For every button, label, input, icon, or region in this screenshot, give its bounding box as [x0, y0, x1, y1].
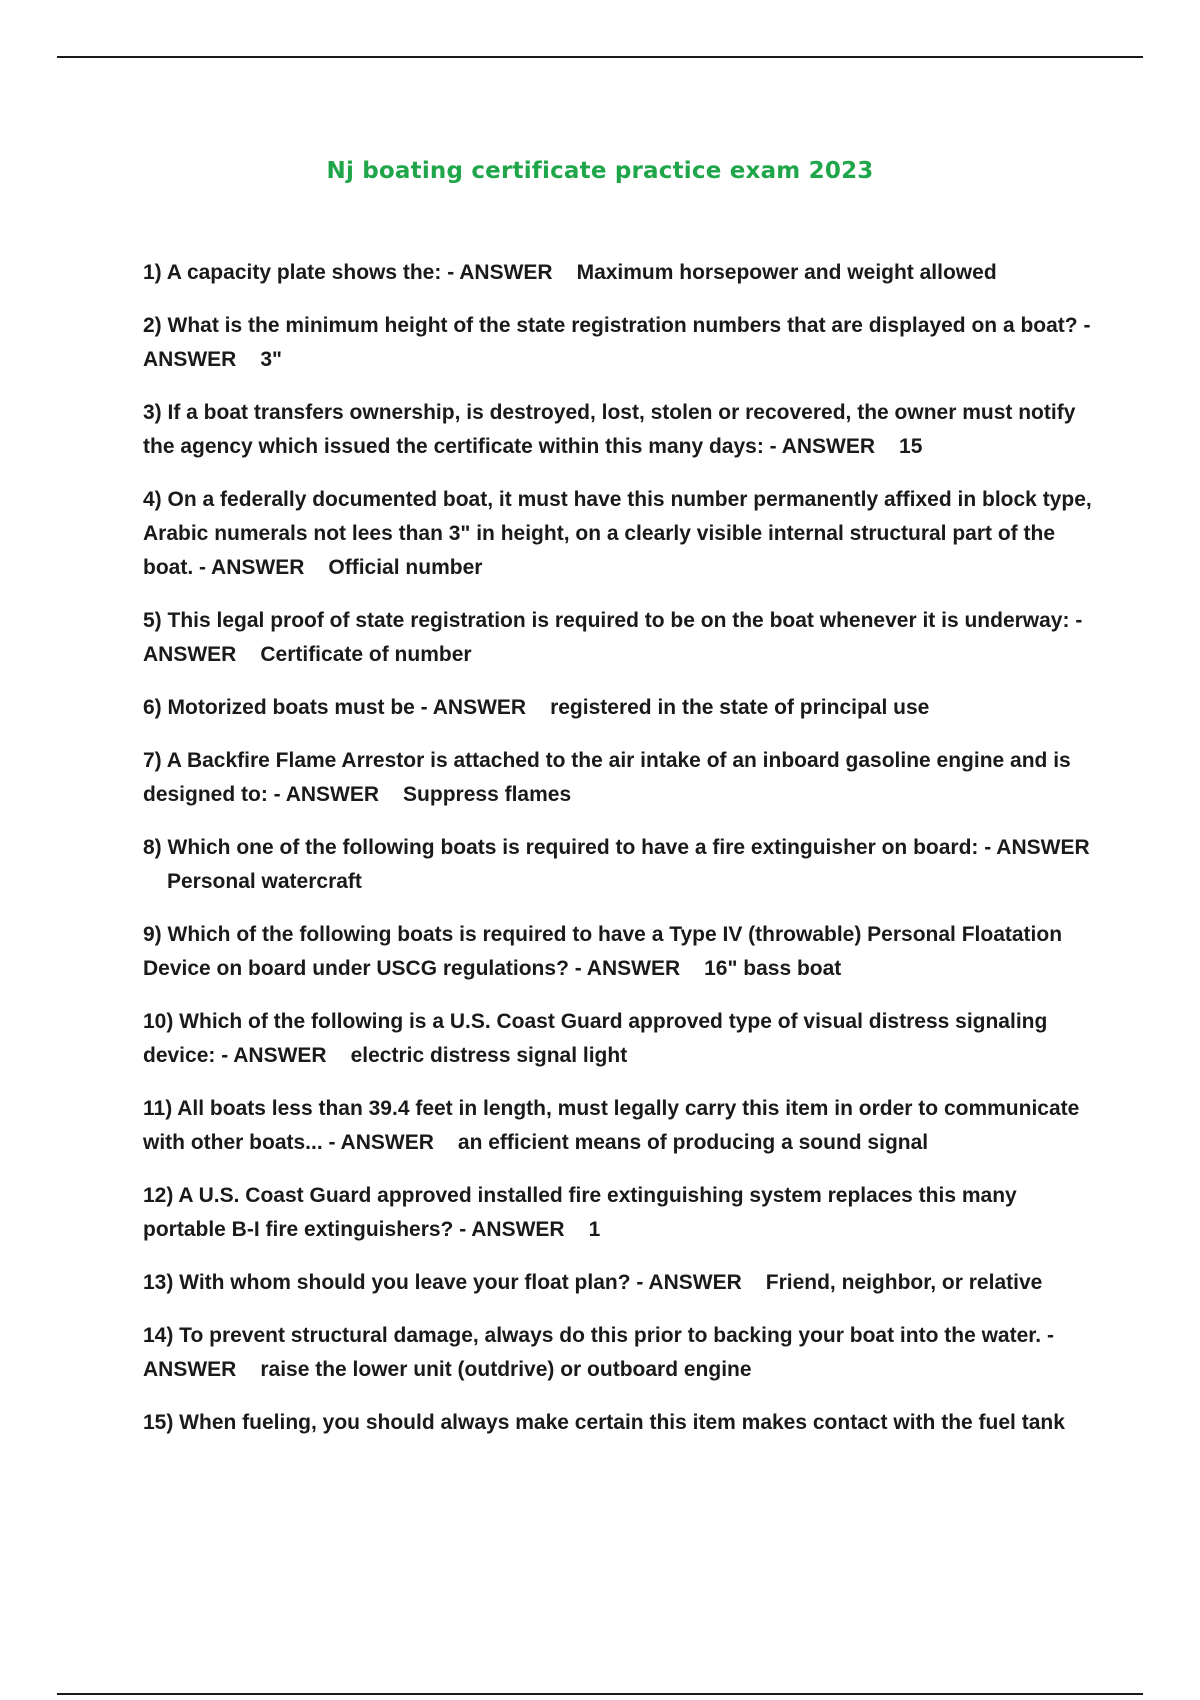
answer-text: 16" bass boat	[704, 957, 842, 980]
answer-text: Suppress flames	[403, 783, 572, 806]
question-text: 3) If a boat transfers ownership, is destroyed, lost, stolen or recovered, the owner must notify the agency which issued the certificate within this many days: - ANSWER	[143, 401, 1076, 458]
answer-text: raise the lower unit (outdrive) or outboard engine	[260, 1358, 752, 1381]
qa-item-4	[143, 483, 1093, 585]
qa-item-1	[143, 256, 1093, 290]
qa-item-7	[143, 744, 1093, 812]
question-text: 10) Which of the following is a U.S. Coast Guard approved type of visual distress signaling device: - ANSWER	[143, 1010, 1048, 1067]
answer-text: an efficient means of producing a sound signal	[457, 1131, 929, 1154]
qa-item-8	[143, 831, 1093, 899]
bottom-rule	[57, 1693, 1143, 1695]
question-text: 14) To prevent structural damage, always do this prior to backing your boat into the water. - ANSWER	[143, 1324, 1054, 1381]
question-text: 1) A capacity plate shows the: - ANSWER	[143, 261, 553, 284]
answer-text: Official number	[328, 556, 483, 579]
answer-text: Personal watercraft	[167, 870, 362, 893]
answer-text: Certificate of number	[260, 643, 472, 666]
answer-text: 15	[899, 435, 923, 458]
question-text: 7) A Backfire Flame Arrestor is attached to the air intake of an inboard gasoline engine and is designed to: - ANSWER	[143, 749, 1071, 806]
question-text: 5) This legal proof of state registration is required to be on the boat whenever it is underway: - ANSWER	[143, 609, 1083, 666]
answer-text: registered in the state of principal use	[550, 696, 930, 719]
qa-list	[143, 256, 1093, 1459]
question-text: 11) All boats less than 39.4 feet in length, must legally carry this item in order to communicate with other boats... - ANSWER	[143, 1097, 1080, 1154]
top-rule	[57, 56, 1143, 58]
qa-item-13	[143, 1266, 1093, 1300]
answer-text: 1	[588, 1218, 601, 1241]
qa-item-9	[143, 918, 1093, 986]
document-title: Nj boating certificate practice exam 2023	[326, 158, 874, 185]
qa-item-3	[143, 396, 1093, 464]
question-text: 9) Which of the following boats is required to have a Type IV (throwable) Personal Floatation Device on board under USCG regulations? - ANSWER	[143, 923, 1063, 980]
answer-text: Maximum horsepower and weight allowed	[576, 261, 997, 284]
question-text: 2) What is the minimum height of the state registration numbers that are displayed on a boat? - ANSWER	[143, 314, 1091, 371]
question-text: 6) Motorized boats must be - ANSWER	[143, 696, 527, 719]
question-text: 12) A U.S. Coast Guard approved installed fire extinguishing system replaces this many portable B-I fire extinguishers? - ANSWER	[143, 1184, 1017, 1241]
qa-item-12	[143, 1179, 1093, 1247]
question-text: 13) With whom should you leave your float plan? - ANSWER	[143, 1271, 742, 1294]
qa-item-14	[143, 1319, 1093, 1387]
answer-text: 3"	[260, 348, 282, 371]
qa-item-11	[143, 1092, 1093, 1160]
answer-text: electric distress signal light	[350, 1044, 628, 1067]
qa-item-10	[143, 1005, 1093, 1073]
qa-item-15	[143, 1406, 1093, 1440]
answer-text: Friend, neighbor, or relative	[765, 1271, 1043, 1294]
question-text: 8) Which one of the following boats is required to have a fire extinguisher on board: - ANSWER	[143, 836, 1090, 859]
qa-item-2	[143, 309, 1093, 377]
question-text: 15) When fueling, you should always make certain this item makes contact with the fuel tank	[143, 1411, 1065, 1434]
qa-item-6	[143, 691, 1093, 725]
qa-item-5	[143, 604, 1093, 672]
question-text: 4) On a federally documented boat, it must have this number permanently affixed in block type, Arabic numerals not lees than 3" in height, on a clearly visible internal structural part of the boat. - ANSWER	[143, 488, 1092, 579]
